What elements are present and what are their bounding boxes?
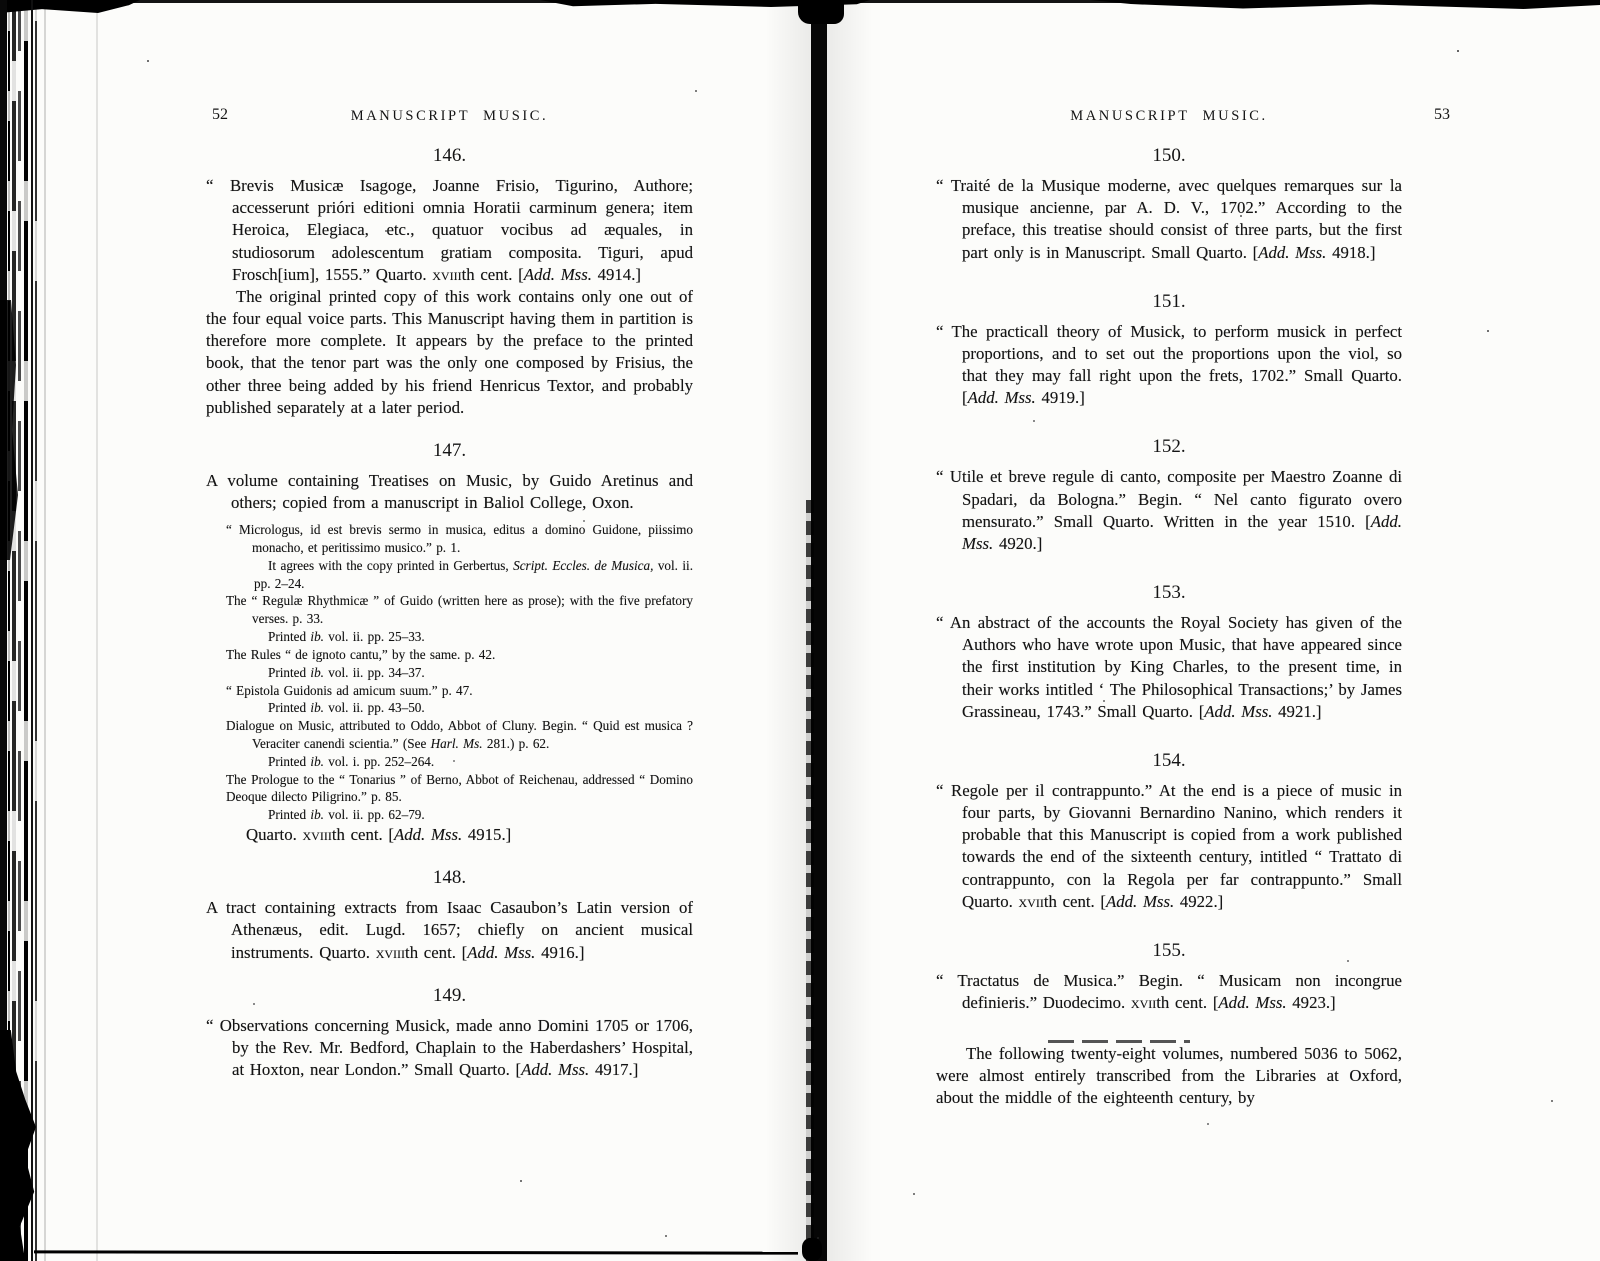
page-number: 52 [212,106,228,123]
scan-top-mid-artifact [540,0,870,7]
scan-left-streak [24,0,28,1261]
scan-left-streak [0,0,7,1261]
entry-147-item: The “ Regulæ Rhythmicæ ” of Guido (written here as prose); with the five prefatory verses. p. 33. [226,593,693,627]
gutter-shadow [827,0,873,1261]
entry-146-note: The original printed copy of this work contains only one out of the four equal voice parts. This Manuscript having them in partition is therefore more complete. It appears by the preface to the printed book, that the tenor part was the only one composed by Frisius, the other three being added by his friend Henricus Textor, and probably published separately at a later period. [206,286,693,417]
entry-147-contents-list [206,521,693,824]
entry-147-item-note: Printed ib. vol. ii. pp. 62–79. [268,807,425,823]
scan-left-streak [44,0,46,1261]
entry-146-description: “ Brevis Musicæ Isagoge, Joanne Frisio, Tigurino, Authore; accesserunt prióri editioni omnia Horatii carminum genera; item Heroica, Elegiaca, etc., quatuor vocibus ad æquales, in studiosorum adolescentum gratiam composita. Tiguri, apud Frosch[ium], 1555.” Quarto. xviiith cent. [Add. Mss. 4914.] [206,176,693,284]
entry-147-item: “ Micrologus, id est brevis sermo in musica, editus a domino Guidone, piissimo monacho, et peritissimo musico.” p. 1. [226,522,693,556]
scan-top-left-artifact [0,0,140,13]
entry-148-description: A tract containing extracts from Isaac Casaubon’s Latin version of Athenæus, edit. Lugd. 1657; chiefly on ancient musical instruments. Quarto. xviiith cent. [Add. Mss. 4916.] [206,898,693,962]
book-gutter-band [802,1238,822,1261]
entry-153-number: 153. [1152,582,1186,604]
entry-151-number: 151. [1152,290,1186,312]
entry-148-number: 148. [432,867,467,889]
scan-left-streak [31,0,33,1261]
book-gutter-band [806,500,814,1261]
page-52-header [206,108,693,132]
scan-left-blotch [0,300,20,560]
entry-147-format-line: Quarto. xviiith cent. [Add. Mss. 4915.] [246,825,512,845]
entry-147-description: A volume containing Treatises on Music, by Guido Aretinus and others; copied from a manuscript in Baliol College, Oxon. [206,470,693,513]
entry-147-item: Dialogue on Music, attributed to Oddo, Abbot of Cluny. Begin. “ Quid est musica ? Veraciter canendi scientia.” (See Harl. Ms. 281.) p. 62. [226,718,693,751]
scan-top-right-artifact [1090,0,1600,9]
scan-left-streak [18,0,21,1261]
entry-147-item: The Rules “ de ignoto cantu,” by the same. p. 42. [226,646,496,662]
entry-149-number: 149. [432,984,467,1006]
running-head: MANUSCRIPT MUSIC. [350,108,549,124]
book-gutter-band [811,0,827,1261]
scan-left-streak [12,0,16,1261]
page-number: 53 [1434,106,1450,123]
scan-top-edge-artifact [0,0,1600,3]
entry-150-description: “ Traité de la Musique moderne, avec quelques remarques sur la musique ancienne, par A. D. V., 1702.” According to the preface, this treatise should consist of three parts, but the first part only is in Manuscript. Small Quarto. [Add. Mss. 4918.] [936,176,1402,262]
entry-147-item-note: Printed ib. vol. i. pp. 252–264. [268,753,435,769]
entry-150-number: 150. [1152,145,1186,166]
entry-147-item-note: Printed ib. vol. ii. pp. 43–50. [268,700,425,716]
entry-147-item-note: It agrees with the copy printed in Gerbertus, Script. Eccles. de Musica, vol. ii. pp. 2–24. [254,557,694,591]
entry-147-number: 147. [432,439,467,461]
entry-147-item-note: Printed ib. vol. ii. pp. 34–37. [268,664,425,680]
entry-151-description: “ The practicall theory of Musick, to perform musick in perfect proportions, and to set out the proportions upon the viol, so that they may fall right upon the frets, 1702.” Small Quarto. [Add. Mss. 4919.] [936,321,1402,408]
closing-paragraph: The following twenty-eight volumes, numbered 5036 to 5062, were almost entirely transcribed from the Libraries at Oxford, about the middle of the eighteenth century, by [936,1043,1402,1108]
scan-left-streak [35,0,37,1261]
entry-146-number: 146. [432,145,467,166]
running-head: MANUSCRIPT MUSIC. [1070,108,1268,124]
entry-152-number: 152. [1152,436,1186,458]
gutter-shadow [765,0,811,1261]
entry-147-item-note: Printed ib. vol. ii. pp. 25–33. [268,629,425,645]
entry-154-number: 154. [1152,749,1186,771]
entry-153-description: “ An abstract of the accounts the Royal Society has given of the Authors who have wrote upon Music, that have appeared since the first institution by King Charles, to the present time, in their works intitled ‘ The Philosophical Transactions;’ by James Grassineau, 1743.” Small Quarto. [Add. Mss. 4921.] [936,613,1402,721]
scan-left-blotch [0,1030,36,1261]
entry-152-description: “ Utile et breve regule di canto, composite per Maestro Zoanne di Spadari, da Bologna.” Begin. “ Nel canto figurato overo mensurato.” Small Quarto. Written in the year 1510. [Add. Mss. 4920.] [936,467,1402,553]
scan-bottom-edge-artifact [34,1250,798,1254]
page-53 [936,106,1450,1109]
entry-155-description: “ Tractatus de Musica.” Begin. “ Musicam non incongrue definieris.” Duodecimo. xviith cent. [Add. Mss. 4923.] [936,970,1402,1013]
entry-149-description: “ Observations concerning Musick, made anno Domini 1705 or 1706, by the Rev. Mr. Bedford, Chaplain to the Haberdashers’ Hospital, at Hoxton, near London.” Small Quarto. [Add. Mss. 4917.] [206,1015,693,1080]
section-rule-fragment [1048,1040,1190,1043]
entry-147-item: The Prologue to the “ Tonarius ” of Berno, Abbot of Reichenau, addressed “ Domino Deoque dilecto Piligrino.” p. 85. [226,771,693,805]
entry-155-number: 155. [1152,939,1186,961]
entry-147-item: “ Epistola Guidonis ad amicum suum.” p. 47. [226,682,473,698]
entry-154-description: “ Regole per il contrappunto.” At the end is a piece of music in four parts, by Giovanni Bernardino Nanino, which renders it probable that this Manuscript is copied from a work published towards the end of the sixteenth century, intitled “ Trattato di contrappunto, con la Regola per far contrappunto.” Small Quarto. xviith cent. [Add. Mss. 4922.] [936,780,1402,911]
page-53-header [936,106,1450,132]
scan-left-streak [8,0,10,1261]
book-gutter-band [798,0,844,24]
page-52 [206,108,693,1081]
scan-left-streak [96,0,98,1261]
